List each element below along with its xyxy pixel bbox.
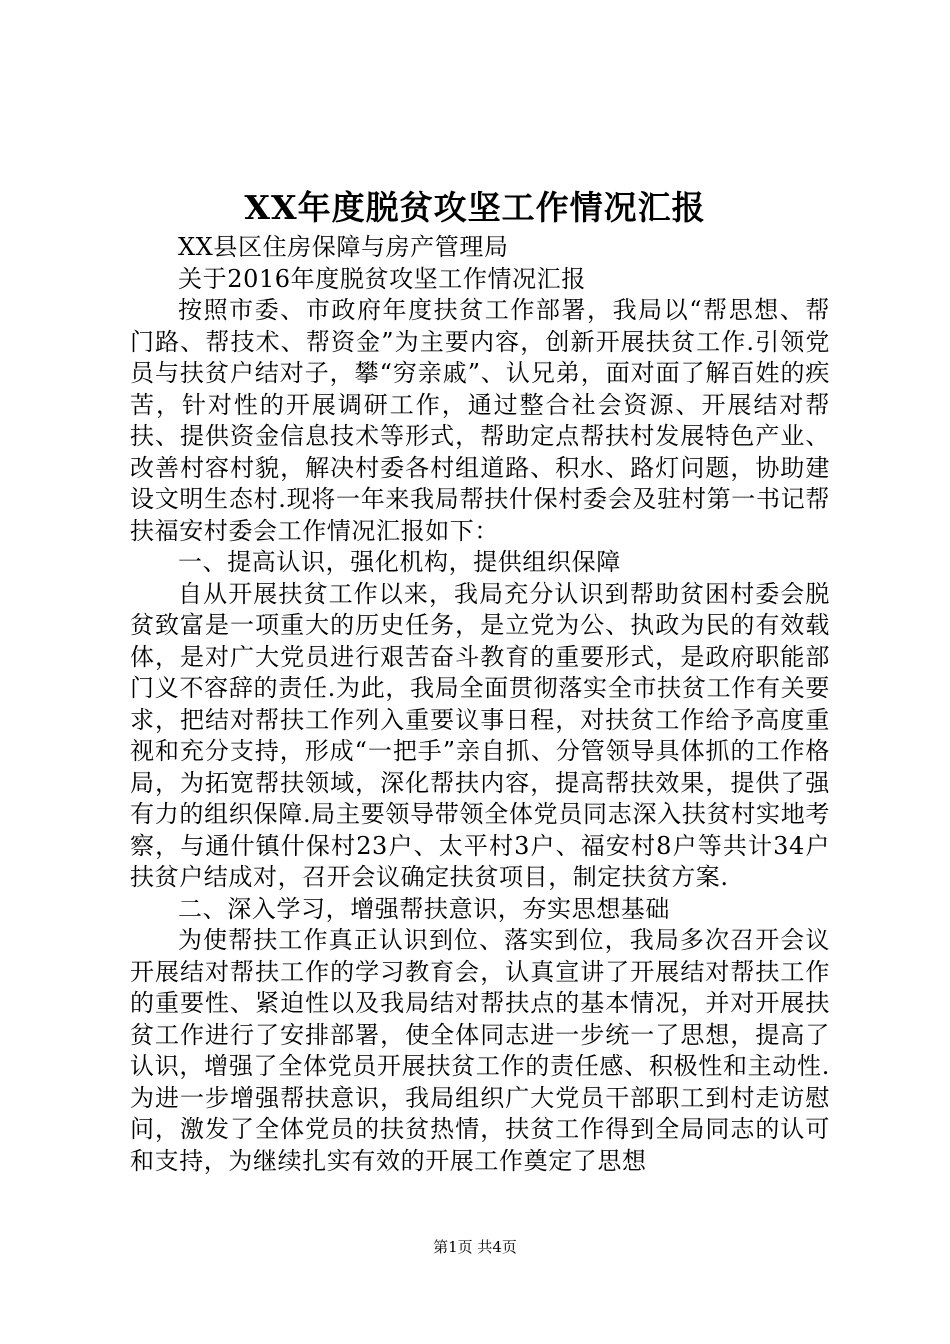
paragraph-intro: 按照市委、市政府年度扶贫工作部署，我局以“帮思想、帮门路、帮技术、帮资金”为主要内容，创新开展扶贫工作.引领党员与扶贫户结对子，攀“穷亲戚”、认兄弟，面对面了解百姓的疾苦，针对性的开展调研工作，通过整合社会资源、开展结对帮扶、提供资金信息技术等形式，帮助定点帮扶村发展特色产业、改善村容村貌，解决村委各村组道路、积水、路灯问题，协助建设文明生态村.现将一年来我局帮扶什保村委会及驻村第一书记帮扶福安村委会工作情况汇报如下： [130,296,830,545]
paragraph-section-2: 为使帮扶工作真正认识到位、落实到位，我局多次召开会议开展结对帮扶工作的学习教育会，认真宣讲了开展结对帮扶工作的重要性、紧迫性以及我局结对帮扶点的基本情况，并对开展扶贫工作进行了安排部署，使全体同志进一步统一了思想，提高了认识，增强了全体党员开展扶贫工作的责任感、积极性和主动性.为进一步增强帮扶意识，我局组织广大党员干部职工到村走访慰问，激发了全体党员的扶贫热情，扶贫工作得到全局同志的认可和支持，为继续扎实有效的开展工作奠定了思想 [130,926,830,1175]
paragraph-section-1: 自从开展扶贫工作以来，我局充分认识到帮助贫困村委会脱贫致富是一项重大的历史任务，是立党为公、执政为民的有效载体，是对广大党员进行艰苦奋斗教育的重要形式，是政府职能部门义不容辞的责任.为此，我局全面贯彻落实全市扶贫工作有关要求，把结对帮扶工作列入重要议事日程，对扶贫工作给予高度重视和充分支持，形成“一把手”亲自抓、分管领导具体抓的工作格局，为拓宽帮扶领域，深化帮扶内容，提高帮扶效果，提供了强有力的组织保障.局主要领导带领全体党员同志深入扶贫村实地考察，与通什镇什保村23户、太平村3户、福安村8户等共计34户扶贫户结成对，召开会议确定扶贫项目，制定扶贫方案. [130,579,830,891]
section-heading-2: 二、深入学习，增强帮扶意识，夯实思想基础 [178,894,670,923]
document-title: XX年度脱贫攻坚工作情况汇报 [244,188,706,227]
paragraph-subtitle: 关于2016年度脱贫攻坚工作情况汇报 [178,264,586,293]
page-number-footer: 第1页 共4页 [433,1238,517,1256]
section-heading-1: 一、提高认识，强化机构，提供组织保障 [178,548,621,576]
paragraph-issuer: XX县区住房保障与房产管理局 [178,233,509,261]
document-body [130,232,830,1177]
